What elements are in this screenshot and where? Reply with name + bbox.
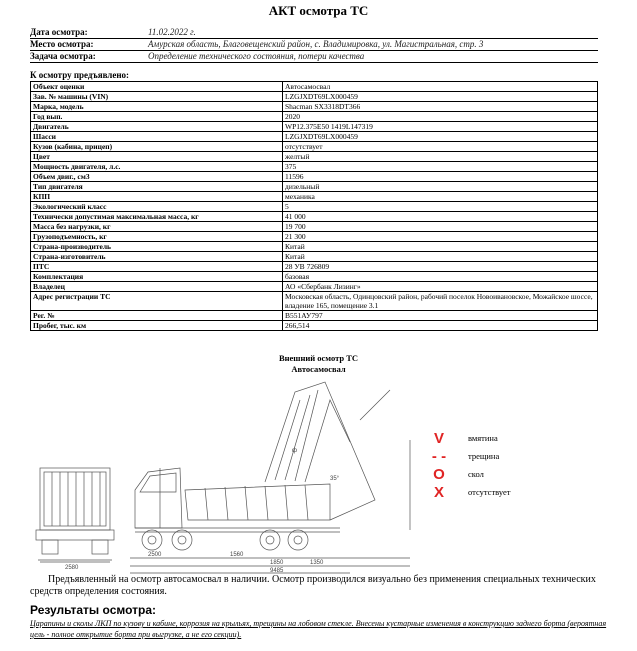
spec-value: механика [283,192,598,202]
inspection-date-value: 11.02.2022 г. [148,27,196,37]
dim-wheelbase-1-label: 2500 [148,552,162,558]
inspection-task-label: Задача осмотра: [30,51,96,61]
spec-value: 11596 [283,172,598,182]
spec-value: В551АУ797 [283,311,598,321]
spec-key: КПП [31,192,283,202]
summary-paragraph: Предъявленный на осмотр автосамосвал в наличии. Осмотр производился визуально без применения специальных технических средств определения состояния. [30,574,596,597]
spec-value: 19 700 [283,222,598,232]
inspection-place-row [30,39,598,51]
spec-row [31,252,598,262]
dump-truck-diagram [30,380,450,575]
spec-row [31,152,598,162]
spec-row [31,272,598,282]
inspection-task-value: Определение технического состояния, потери качества [148,51,365,61]
legend-label: трещина [468,451,500,461]
spec-row [31,202,598,212]
spec-value: 375 [283,162,598,172]
spec-key: Экологический класс [31,202,283,212]
inspection-date-row [30,27,598,39]
inspection-task-row [30,51,598,63]
legend-label: отсутствует [468,487,511,497]
dim-wheelbase-2-label: 1560 [230,552,244,558]
legend-label: скол [468,469,484,479]
spec-key: Объем двиг., см3 [31,172,283,182]
spec-key: Рег. № [31,311,283,321]
spec-key: Страна-производитель [31,242,283,252]
spec-value: LZGJXDT69LX000459 [283,92,598,102]
spec-value: 28 УВ 726809 [283,262,598,272]
spec-value: отсутствует [283,142,598,152]
spec-row [31,82,598,92]
results-heading: Результаты осмотра: [30,603,156,617]
spec-value: АО «Сбербанк Лизинг» [283,282,598,292]
dim-wheelbase-3-label: 1850 [270,560,284,566]
spec-value: 21 300 [283,232,598,242]
spec-row [31,132,598,142]
exterior-title: Внешний осмотр ТС [278,353,359,363]
spec-value: Shacman SX3318DT366 [283,102,598,112]
spec-row [31,182,598,192]
spec-row [31,232,598,242]
exterior-subtitle: Автосамосвал [291,364,346,374]
legend-symbol: - - [431,448,447,465]
spec-key: Двигатель [31,122,283,132]
spec-row [31,92,598,102]
document-title: АКТ осмотра ТС [268,3,369,18]
spec-value: 266,514 [283,321,598,331]
spec-key: Масса без нагрузки, кг [31,222,283,232]
dim-width-label: 2580 [65,565,79,571]
spec-value: 5 [283,202,598,212]
spec-key: ПТС [31,262,283,272]
spec-row [31,112,598,122]
spec-value: Московская область, Одинцовский район, рабочий поселок Новоивановское, Можайское шоссе, владение 165, помещение 3.1 [283,292,598,311]
vehicle-spec-table [30,81,598,331]
spec-row [31,222,598,232]
spec-value: Китай [283,252,598,262]
presented-section-title: К осмотру предъявлено: [30,70,130,80]
spec-row [31,172,598,182]
inspection-place-value: Амурская область, Благовещенский район, с. Владимировка, ул. Магистральная, стр. 3 [148,39,484,49]
spec-key: Год вып. [31,112,283,122]
spec-row [31,192,598,202]
spec-key: Объект оценки [31,82,283,92]
spec-key: Кузов (кабина, прицеп) [31,142,283,152]
spec-key: Грузоподъемность, кг [31,232,283,242]
spec-value: 2020 [283,112,598,122]
inspection-place-label: Место осмотра: [30,39,94,49]
spec-row [31,292,598,311]
spec-row [31,282,598,292]
legend-symbol: V [433,430,444,447]
spec-key: Пробег, тыс. км [31,321,283,331]
dim-angle-label: 35° [330,476,340,482]
inspection-date-label: Дата осмотра: [30,27,88,37]
spec-row [31,142,598,152]
dim-overhang-label: 1350 [310,560,324,566]
spec-value: желтый [283,152,598,162]
spec-value: 41 000 [283,212,598,222]
spec-value: Автосамосвал [283,82,598,92]
spec-value: базовая [283,272,598,282]
spec-key: Цвет [31,152,283,162]
spec-row [31,212,598,222]
spec-value: LZGJXDT69LX000459 [283,132,598,142]
spec-row [31,162,598,172]
spec-row [31,311,598,321]
spec-row [31,321,598,331]
spec-value: WP12.375E50 1419L147319 [283,122,598,132]
spec-key: Технически допустимая максимальная масса, кг [31,212,283,222]
dim-phi-label: ф [292,448,297,454]
spec-value: Китай [283,242,598,252]
spec-key: Мощность двигателя, л.с. [31,162,283,172]
spec-row [31,122,598,132]
spec-value: дизельный [283,182,598,192]
spec-key: Зав. № машины (VIN) [31,92,283,102]
spec-key: Страна-изготовитель [31,252,283,262]
legend-symbol: O [433,466,445,483]
spec-key: Комплектация [31,272,283,282]
spec-key: Владелец [31,282,283,292]
dim-total-length-label: 9485 [270,568,284,574]
spec-key: Шасси [31,132,283,142]
spec-row [31,262,598,272]
spec-key: Тип двигателя [31,182,283,192]
spec-row [31,242,598,252]
spec-row [31,102,598,112]
legend-symbol: X [433,484,444,501]
spec-key: Адрес регистрации ТС [31,292,283,311]
results-text: Царапины и сколы ЛКП по кузову и кабине, коррозия на крыльях, трещины на лобовом стекле. Внесены кустарные изменения в конструкцию заднего борта (вероятная цель - полное открытие борта при выгрузке, а не его секции). [30,619,607,639]
spec-key: Марка, модель [31,102,283,112]
legend-label: вмятина [468,433,498,443]
